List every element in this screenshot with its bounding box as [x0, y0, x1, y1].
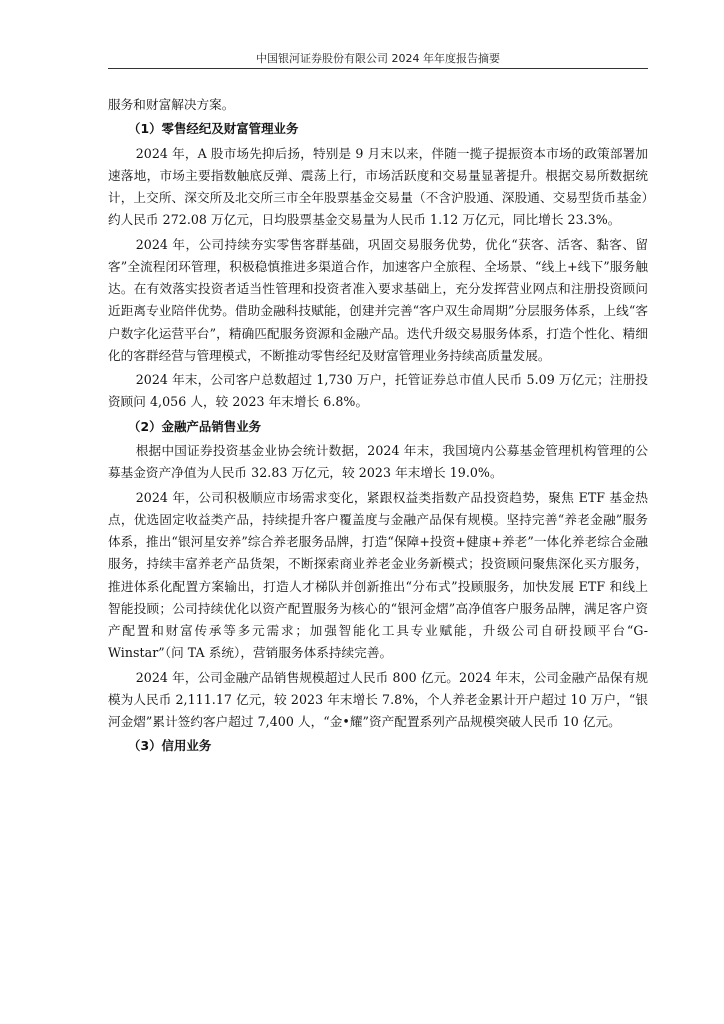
- section-heading-credit: （3）信用业务: [128, 738, 212, 754]
- retail-paragraph-market: 2024 年，A 股市场先抑后扬，特别是 9 月末以来，伴随一揽子提振资本市场的政策部署加速落地，市场主要指数触底反弹、震荡上行，市场活跃度和交易量显著提升。根据交易所数据统计，上交所、深交所及北交所三市全年股票基金交易量（不含沪股通、深股通、交易型货币基金）约人民币 272.08 万亿元，日均股票基金交易量为人民币 1.12 万亿元，同比增长 23.3%。: [108, 145, 648, 228]
- retail-paragraph-strategy: 2024 年，公司持续夯实零售客群基础，巩固交易服务优势，优化“获客、活客、黏客、留客”全流程闭环管理，积极稳慎推进多渠道合作，加速客户全旅程、全场景、“线上+线下”服务触达。在有效落实投资者适当性管理和投资者准入要求基础上，充分发挥营业网点和注册投资顾问近距离专业陪伴优势。借助金融科技赋能，创建并完善“客户双生命周期”分层服务体系，上线“客户数字化运营平台”，精确匹配服务资源和金融产品。迭代升级交易服务体系，打造个性化、精细化的客群经营与管理模式，不断推动零售经纪及财富管理业务持续高质量发展。: [108, 236, 648, 363]
- sales-paragraph-market: 根据中国证券投资基金业协会统计数据，2024 年末，我国境内公募基金管理机构管理的公募基金资产净值为人民币 32.83 万亿元，较 2023 年末增长 19.0%。: [108, 443, 648, 481]
- header-rule: [108, 68, 648, 69]
- document-body: [108, 94, 648, 760]
- page-header: 中国银河证券股份有限公司 2024 年年度报告摘要: [256, 52, 500, 65]
- sales-paragraph-results: 2024 年，公司金融产品销售规模超过人民币 800 亿元。2024 年末，公司金融产品保有规模为人民币 2,111.17 亿元，较 2023 年末增长 7.8%，个人养老金累计开户超过 10 万户，“银河金熠”累计签约客户超过 7,400 人，“金•耀”资产配置系列产品规模突破人民币 10 亿元。: [108, 669, 648, 729]
- retail-paragraph-results: 2024 年末，公司客户总数超过 1,730 万户，托管证券总市值人民币 5.09 万亿元；注册投资顾问 4,056 人，较 2023 年末增长 6.8%。: [108, 372, 648, 410]
- section-heading-product-sales: （2）金融产品销售业务: [128, 418, 262, 434]
- sales-paragraph-strategy: 2024 年，公司积极顺应市场需求变化，紧跟权益类指数产品投资趋势，聚焦 ETF 基金热点，优选固定收益类产品，持续提升客户覆盖度与金融产品保有规模。坚持完善“养老金融”服务体系，推出“银河星安养”综合养老服务品牌，打造“保障+投资+健康+养老”一体化养老综合金融服务，持续丰富养老产品货架，不断探索商业养老金业务新模式；投资顾问聚焦深化买方服务，推进体系化配置方案输出，打造人才梯队并创新推出“分布式”投顾服务，加快发展 ETF 和线上智能投顾；公司持续优化以资产配置服务为核心的“银河金熠”高净值客户服务品牌，满足客户资产配置和财富传承等多元需求；加强智能化工具专业赋能，升级公司自研投顾平台“G-Winstar”（问 TA 系统），营销服务体系持续完善。: [108, 489, 648, 661]
- intro-paragraph-tail: 服务和财富解决方案。: [108, 97, 235, 112]
- section-heading-retail-brokerage: （1）零售经纪及财富管理业务: [128, 121, 299, 137]
